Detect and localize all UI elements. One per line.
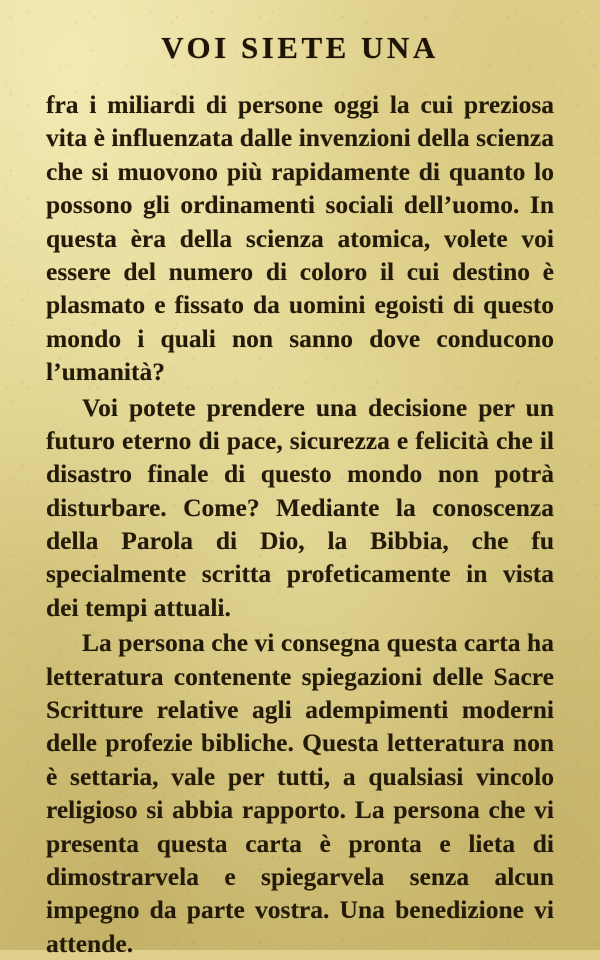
- paragraph-intro: fra i miliardi di persone oggi la cui preziosa vita è influenzata dalle invenzioni della scienza che si muovono più rapidamente di quanto lo possono gli ordinamenti sociali dell’uomo. In questa èra della scienza atomica, volete voi essere del numero di coloro il cui destino è plasmato e fissato da uomini egoisti di questo mondo i quali non sanno dove conducono l’umanità?: [46, 90, 554, 387]
- paragraph-literature: La persona che vi consegna questa carta ha letteratura contenente spiegazioni delle Sacre Scritture relative agli adempimenti moderni delle profezie bibliche. Questa letteratura non è settaria, vale per tutti, a qualsiasi vincolo religioso si abbia rapporto. La persona che vi presenta questa carta è pronta e lieta di dimostrarvela e spiegarvela senza alcun impegno da parte vostra. Una benedizione vi attende.: [46, 628, 554, 958]
- page-title: VOI SIETE UNA: [161, 30, 439, 65]
- paragraph-decision: Voi potete prendere una decisione per un futuro eterno di pace, sicurezza e felicità che il disastro finale di questo mondo non potrà disturbare. Come? Mediante la conoscenza della Parola di Dio, la Bibbia, che fu specialmente scritta profeticamente in vista dei tempi attuali.: [46, 392, 554, 622]
